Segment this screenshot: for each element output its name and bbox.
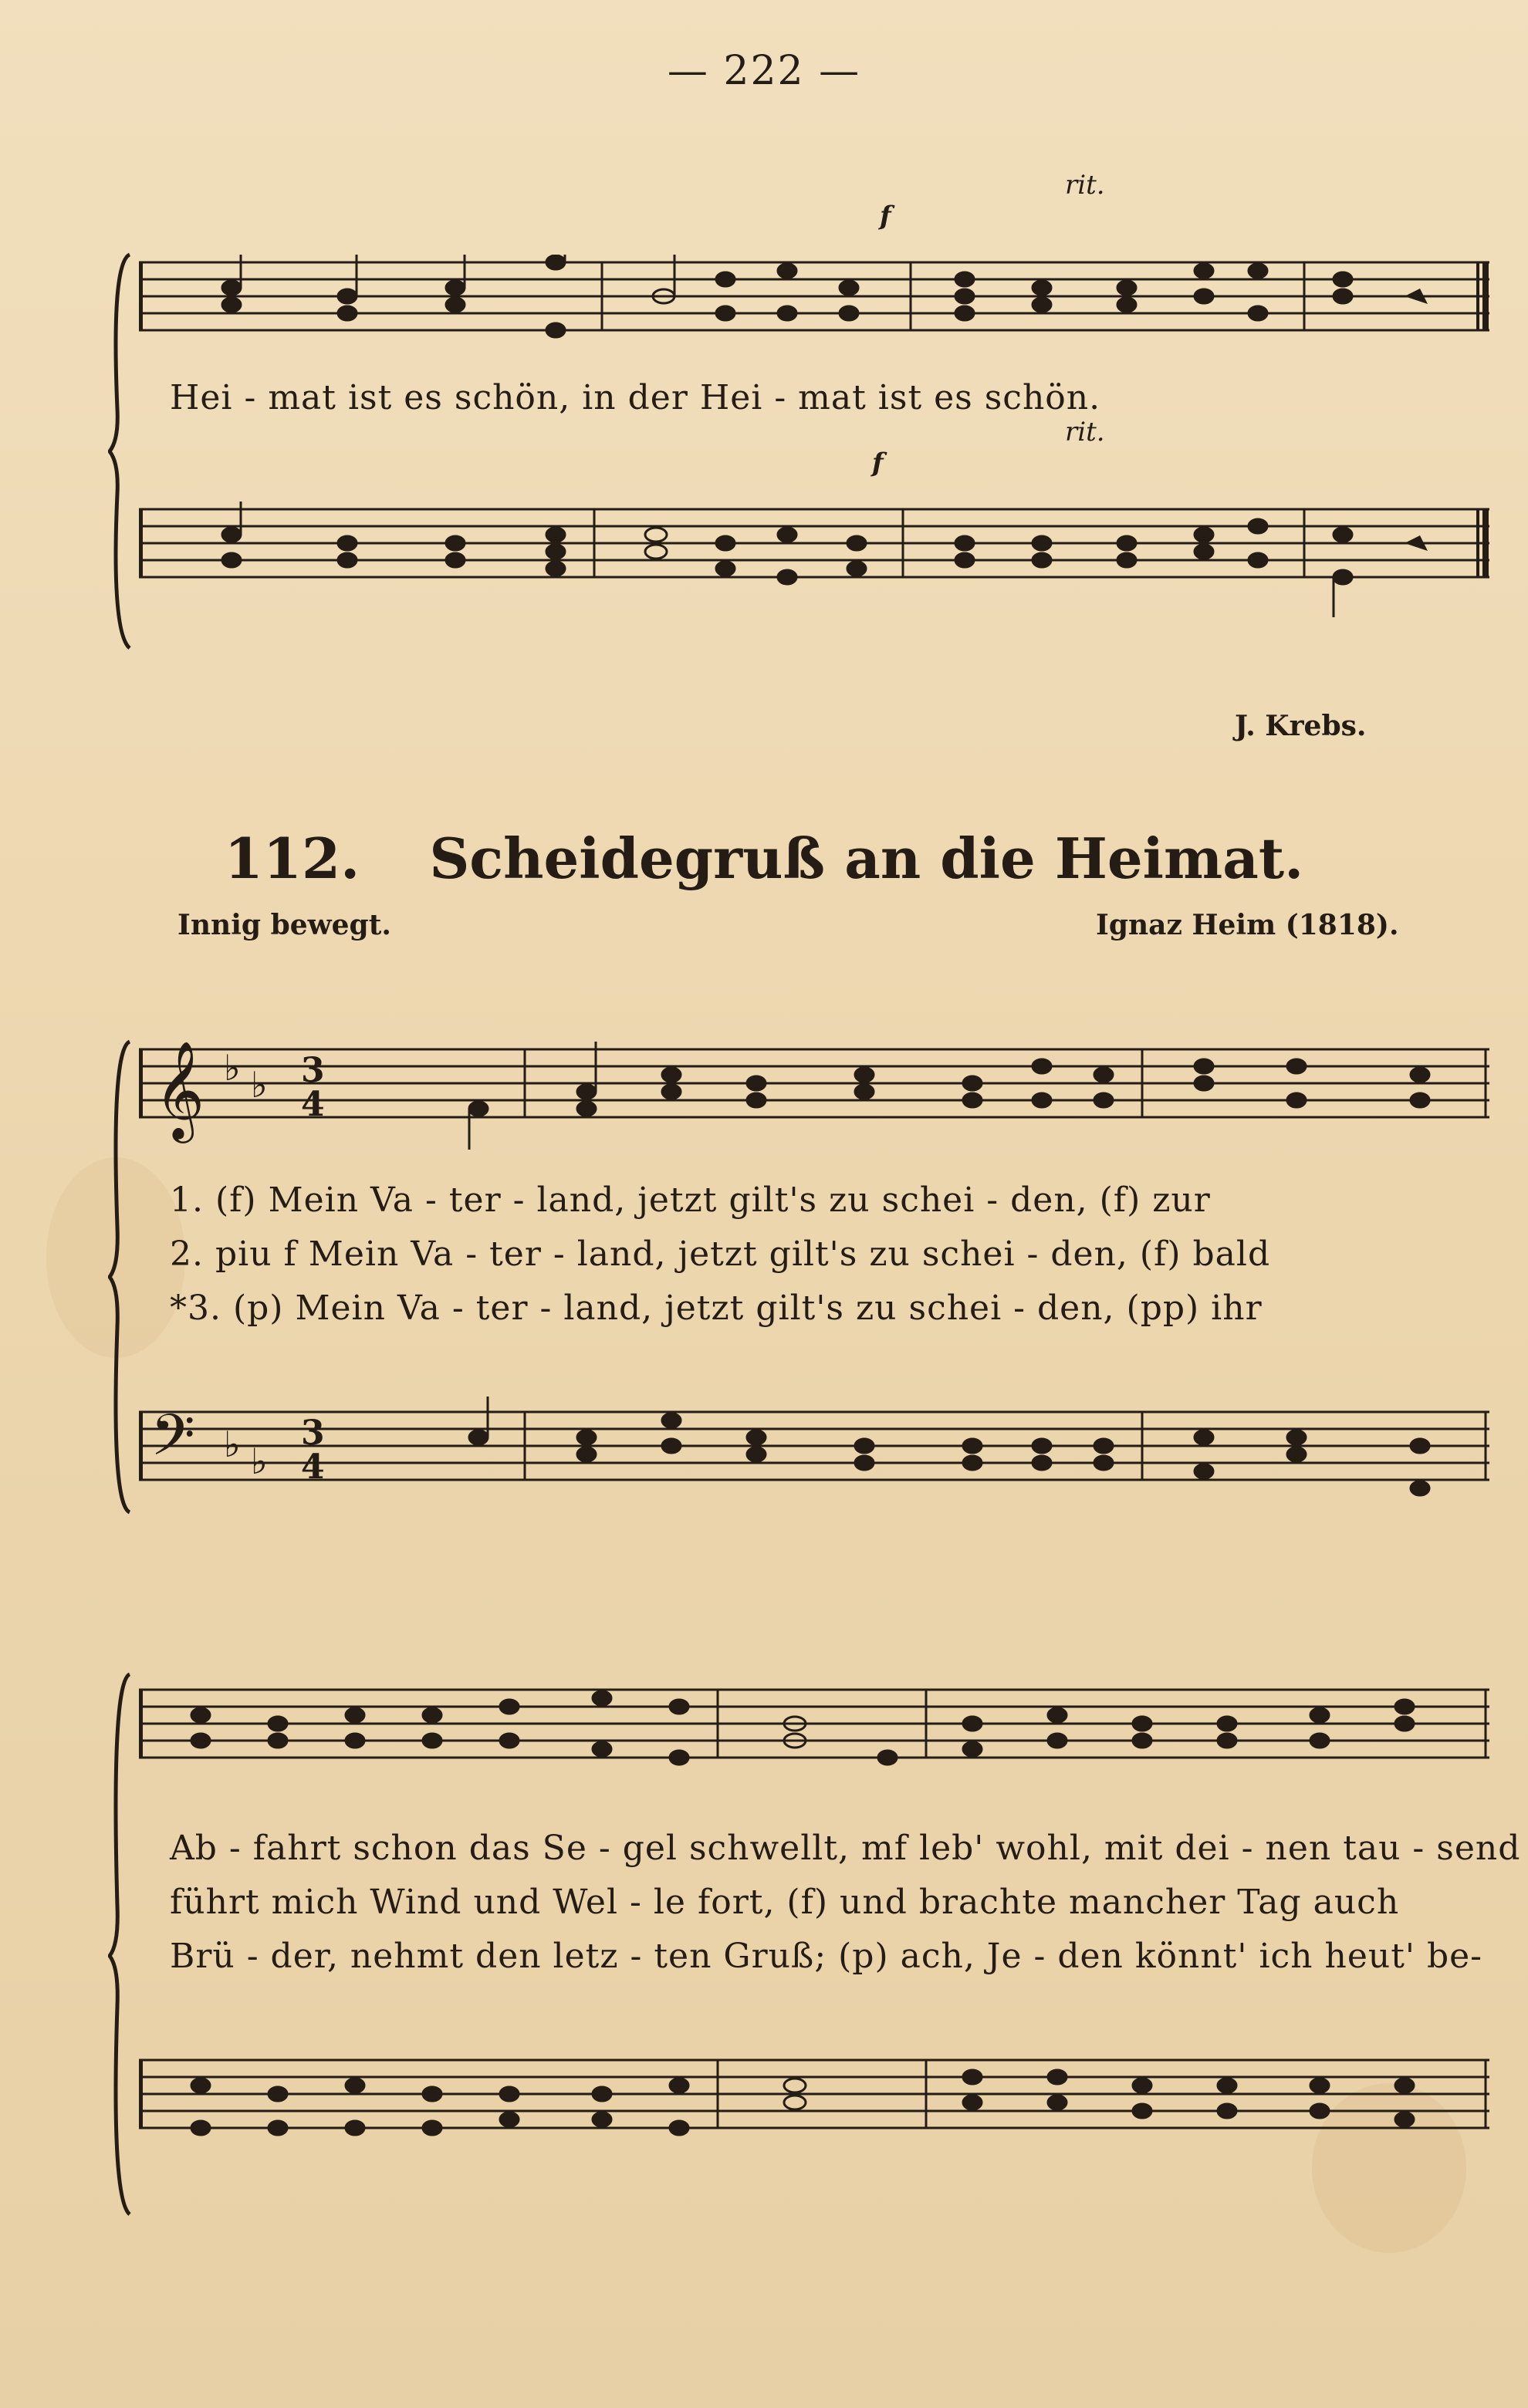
upper-staff [139, 255, 1489, 347]
verse-3-lyrics: Brü - der, nehmt den letz - ten Gruß; (p) ach, Je - den könnt' ich heut' be- [170, 1937, 1483, 1976]
treble-staff [139, 1674, 1489, 1767]
svg-text:4: 4 [301, 1447, 325, 1487]
lyric-line: Hei - mat ist es schön, in der Hei - mat ist es schön. [170, 378, 1101, 417]
previous-song-system [108, 154, 1489, 679]
bass-staff [139, 2045, 1489, 2137]
system-brace [108, 964, 139, 1520]
forte-marking: f [872, 447, 884, 478]
song-system-1 [108, 964, 1489, 1520]
lower-staff [139, 502, 1489, 594]
svg-text:3: 3 [301, 1413, 325, 1453]
verse-1-lyrics: 1. (f) Mein Va - ter - land, jetzt gilt's zu schei - den, (f) zur [170, 1180, 1211, 1220]
tempo-marking: Innig bewegt. [177, 909, 391, 941]
song-number: 112. [224, 826, 360, 891]
svg-text:♭: ♭ [224, 1047, 241, 1089]
bass-clef-icon: 𝄢 [150, 1402, 195, 1483]
svg-text:♭: ♭ [251, 1440, 268, 1482]
treble-clef-icon: 𝄞 [154, 1040, 205, 1139]
song-system-2 [108, 1605, 1521, 2222]
author-credit: Ignaz Heim (1818). [1096, 909, 1399, 941]
system-brace [108, 154, 139, 679]
page-number: — 222 — [667, 48, 861, 94]
verse-1-lyrics: Ab - fahrt schon das Se - gel schwellt, mf leb' wohl, mit dei - nen tau - send [170, 1829, 1521, 1868]
verse-2-lyrics: führt mich Wind und Wel - le fort, (f) und brachte mancher Tag auch [170, 1883, 1400, 1922]
composer-credit: J. Krebs. [1235, 710, 1367, 742]
forte-marking: f [880, 201, 891, 231]
svg-text:3: 3 [301, 1051, 325, 1090]
system-brace [108, 1605, 139, 2222]
ritardando-marking: rit. [1065, 170, 1105, 201]
svg-text:4: 4 [301, 1085, 325, 1124]
svg-text:♭: ♭ [224, 1424, 241, 1465]
svg-text:♭: ♭ [251, 1064, 268, 1106]
bass-staff [139, 1397, 1489, 1489]
treble-staff [139, 1034, 1489, 1139]
verse-3-lyrics: *3. (p) Mein Va - ter - land, jetzt gilt's zu schei - den, (pp) ihr [170, 1288, 1263, 1328]
song-title-text: Scheidegruß an die Heimat. [429, 826, 1304, 891]
verse-2-lyrics: 2. piu f Mein Va - ter - land, jetzt gilt's zu schei - den, (f) bald [170, 1234, 1271, 1274]
ritardando-marking: rit. [1065, 417, 1105, 447]
song-title [0, 826, 1528, 891]
